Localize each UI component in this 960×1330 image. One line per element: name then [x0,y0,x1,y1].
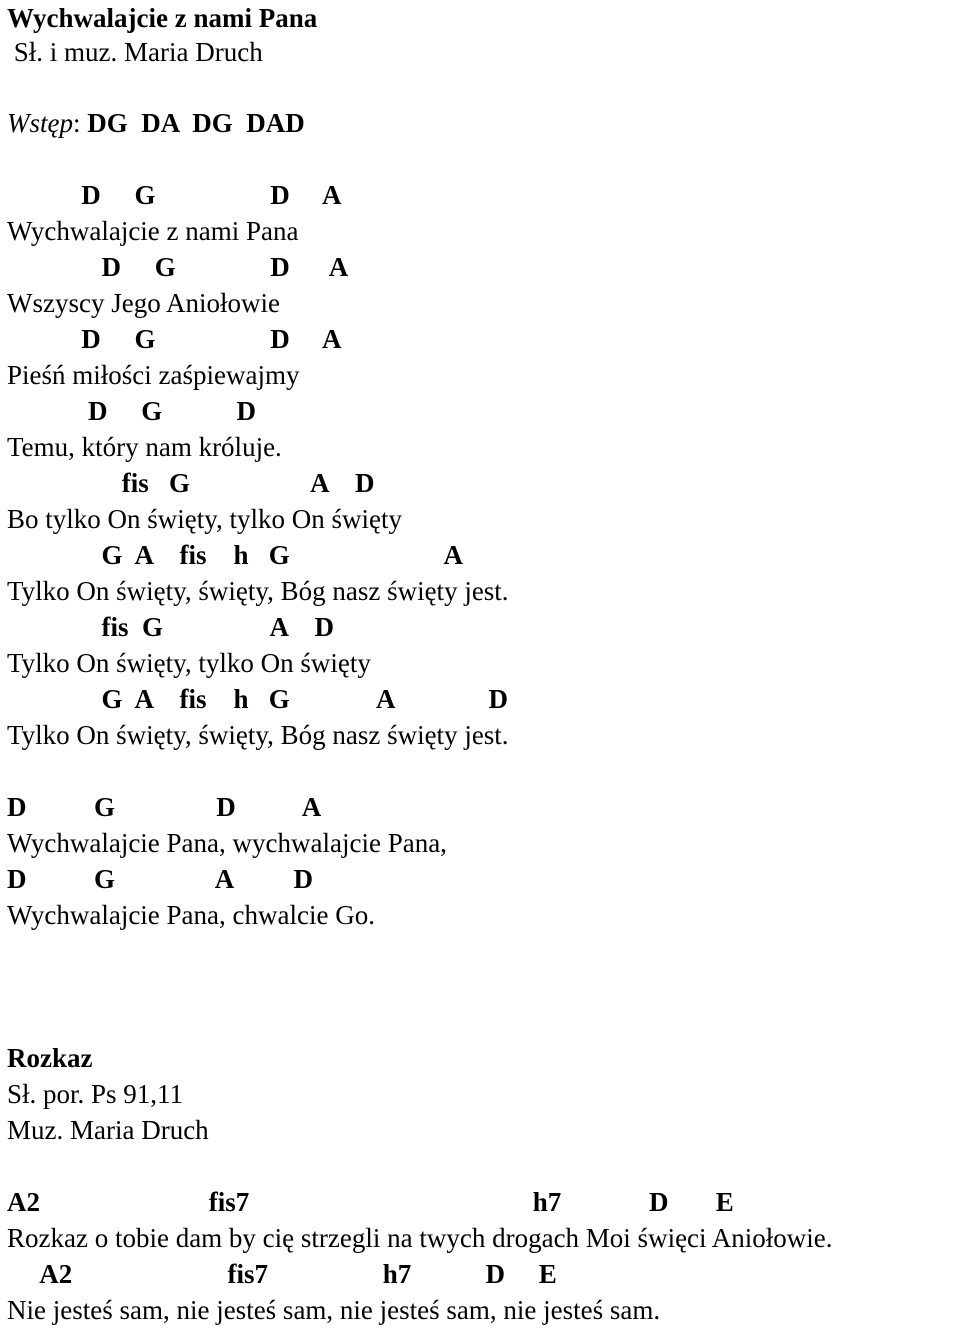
intro-colon: : [72,108,81,138]
song-title: Rozkaz [7,1043,93,1073]
intro-chords: DG DA DG DAD [80,108,305,138]
lyric-line: Wychwalajcie Pana, wychwalajcie Pana, [7,828,447,858]
chord-line: fis G A D [7,612,335,642]
song-credits: Sł. i muz. Maria Druch [7,37,263,67]
lyric-line: Bo tylko On święty, tylko On święty [7,504,402,534]
song-credits: Muz. Maria Druch [7,1115,209,1145]
chord-line: D G D A [7,252,349,282]
intro-label: Wstęp [7,108,73,138]
song-title: Wychwalajcie z nami Pana [7,3,318,33]
chord-line: G A fis h G A D [7,684,509,714]
lyric-line: Wychwalajcie Pana, chwalcie Go. [7,900,375,930]
intro-line [7,105,305,141]
lyric-line: Tylko On święty, tylko On święty [7,648,371,678]
chord-line: D G A D [7,864,314,894]
lyric-line: Rozkaz o tobie dam by cię strzegli na twych drogach Moi święci Aniołowie. [7,1223,833,1253]
lyric-line: Wszyscy Jego Aniołowie [7,288,280,318]
chord-line: D G D A [7,324,342,354]
lyric-line: Temu, który nam króluje. [7,432,282,462]
chord-line: A2 fis7 h7 D E [7,1259,557,1289]
chord-line: fis G A D [7,468,375,498]
lyric-line: Tylko On święty, święty, Bóg nasz święty jest. [7,576,509,606]
lyric-line: Nie jesteś sam, nie jesteś sam, nie jesteś sam, nie jesteś sam. [7,1295,661,1325]
lyric-line: Pieśń miłości zaśpiewajmy [7,360,300,390]
song-credits: Sł. por. Ps 91,11 [7,1079,184,1109]
chord-line: D G D A [7,180,342,210]
chord-line: A2 fis7 h7 D E [7,1187,734,1217]
chord-line: G A fis h G A [7,540,464,570]
chord-line: D G D [7,396,256,426]
lyric-line: Tylko On święty, święty, Bóg nasz święty jest. [7,720,509,750]
lyric-line: Wychwalajcie z nami Pana [7,216,299,246]
chord-line: D G D A [7,792,322,822]
